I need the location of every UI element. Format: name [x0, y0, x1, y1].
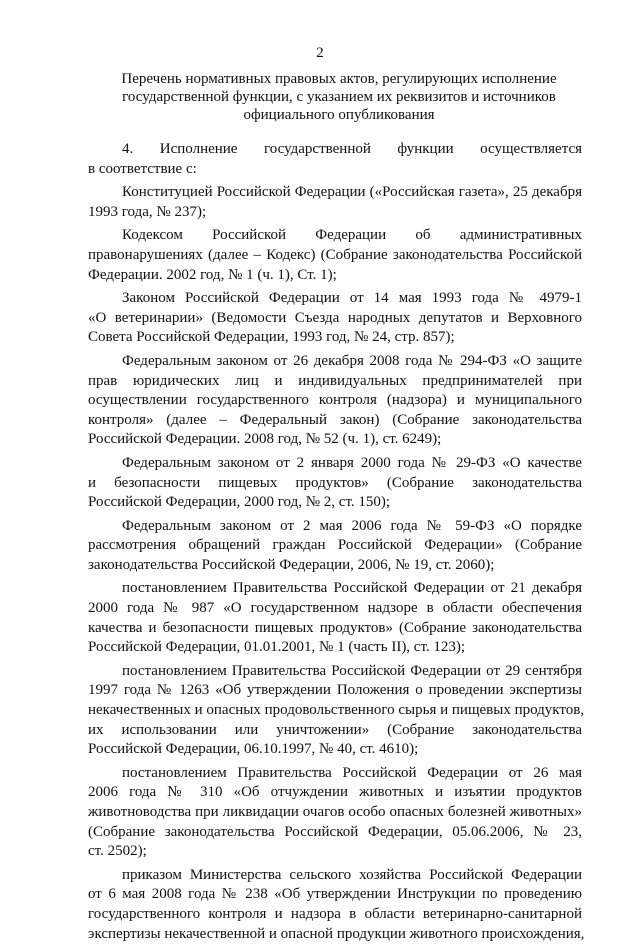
text-line: Российской Федерации, 06.10.1997, № 40, ст. 4610); — [88, 741, 419, 758]
text-line: Кодексом Российской Федерации об административных — [122, 227, 582, 244]
text-line: 2000 года № 987 «О государственном надзоре в области обеспечения — [88, 600, 582, 617]
text-line: Совета Российской Федерации, 1993 год, № 24, стр. 857); — [88, 329, 455, 346]
text-line: Российской Федерации, 01.01.2001, № 1 (часть II), ст. 123); — [88, 639, 466, 656]
text-line: контроля» (далее – Федеральный закон) (Собрание законодательства — [88, 411, 582, 428]
paragraph — [88, 140, 582, 179]
text-line: постановлением Правительства Российской Федерации от 26 мая — [122, 764, 582, 781]
text-line: 1993 года, № 237); — [88, 203, 207, 220]
text-line: в соответствие с: — [88, 160, 197, 177]
text-line: Федеральным законом от 2 января 2000 года № 29-ФЗ «О качестве — [122, 454, 582, 471]
document-title — [96, 70, 582, 124]
text-line: Законом Российской Федерации от 14 мая 1993 года № 4979-1 — [122, 290, 582, 307]
paragraph — [88, 579, 582, 657]
text-line: прав юридических лиц и индивидуальных предпринимателей при — [88, 372, 582, 389]
document-body — [88, 140, 585, 948]
text-line: постановлением Правительства Российской Федерации от 29 сентября — [122, 662, 582, 679]
text-line: осуществлении государственного контроля (надзора) и муниципального — [88, 392, 582, 409]
text-line: Федеральным законом от 2 мая 2006 года № 59-ФЗ «О порядке — [122, 517, 582, 534]
text-line: (Собрание законодательства Российской Федерации, 05.06.2006, № 23, — [88, 823, 582, 840]
page-number: 2 — [316, 45, 324, 61]
title-line: Перечень нормативных правовых актов, регулирующих исполнение — [121, 71, 557, 87]
text-line: «О ветеринарии» (Ведомости Съезда народных депутатов и Верховного — [88, 309, 582, 326]
paragraph — [88, 764, 582, 862]
text-line: Федерации. 2002 год, № 1 (ч. 1), Ст. 1); — [88, 266, 337, 283]
text-line: Российской Федерации, 2000 год, № 2, ст. 150); — [88, 494, 391, 511]
paragraph — [88, 454, 582, 513]
title-line: государственной функции, с указанием их реквизитов и источников — [122, 89, 556, 105]
text-line: государственного контроля и надзора в области ветеринарно-санитарной — [88, 905, 582, 922]
paragraph — [88, 183, 582, 222]
text-line: законодательства Российской Федерации, 2006, № 19, ст. 2060); — [88, 556, 495, 573]
text-line: 1997 года № 1263 «Об утверждении Положения о проведении экспертизы — [88, 682, 582, 699]
text-line: Федеральным законом от 26 декабря 2008 года № 294-ФЗ «О защите — [122, 352, 582, 369]
title-line: официального опубликования — [243, 107, 435, 123]
paragraph — [88, 226, 582, 285]
paragraph — [88, 662, 585, 760]
text-line: их использовании или уничтожении» (Собрание законодательства — [88, 721, 582, 738]
paragraph — [88, 352, 582, 450]
paragraph — [88, 517, 582, 576]
paragraph — [88, 289, 582, 348]
text-line: 2006 года № 310 «Об отчуждении животных и изъятии продуктов — [88, 784, 582, 801]
text-line: экспертизы некачественной и опасной продукции животного происхождения, — [88, 925, 585, 942]
text-line: постановлением Правительства Российской Федерации от 21 декабря — [122, 580, 582, 597]
text-line: некачественных и опасных продовольственного сырья и пищевых продуктов, — [88, 702, 585, 719]
text-line: рассмотрения обращений граждан Российской Федерации» (Собрание — [88, 537, 582, 554]
text-line: Российской Федерации. 2008 год, № 52 (ч. 1), ст. 6249); — [88, 431, 442, 448]
text-line: ст. 2502); — [88, 843, 147, 860]
text-line: правонарушениях (далее – Кодекс) (Собрание законодательства Российской — [88, 246, 582, 263]
text-line: качества и безопасности пищевых продуктов» (Собрание законодательства — [88, 619, 582, 636]
text-line: и безопасности пищевых продуктов» (Собрание законодательства — [88, 474, 582, 491]
text-line: от 6 мая 2008 года № 238 «Об утверждении Инструкции по проведению — [88, 886, 582, 903]
text-line: приказом Министерства сельского хозяйства Российской Федерации — [122, 866, 582, 883]
text-line: Конституцией Российской Федерации («Российская газета», 25 декабря — [122, 184, 582, 201]
text-line: 4. Исполнение государственной функции осуществляется — [122, 141, 582, 157]
text-line: животноводства при ликвидации очагов особо опасных болезней животных» — [88, 804, 582, 820]
